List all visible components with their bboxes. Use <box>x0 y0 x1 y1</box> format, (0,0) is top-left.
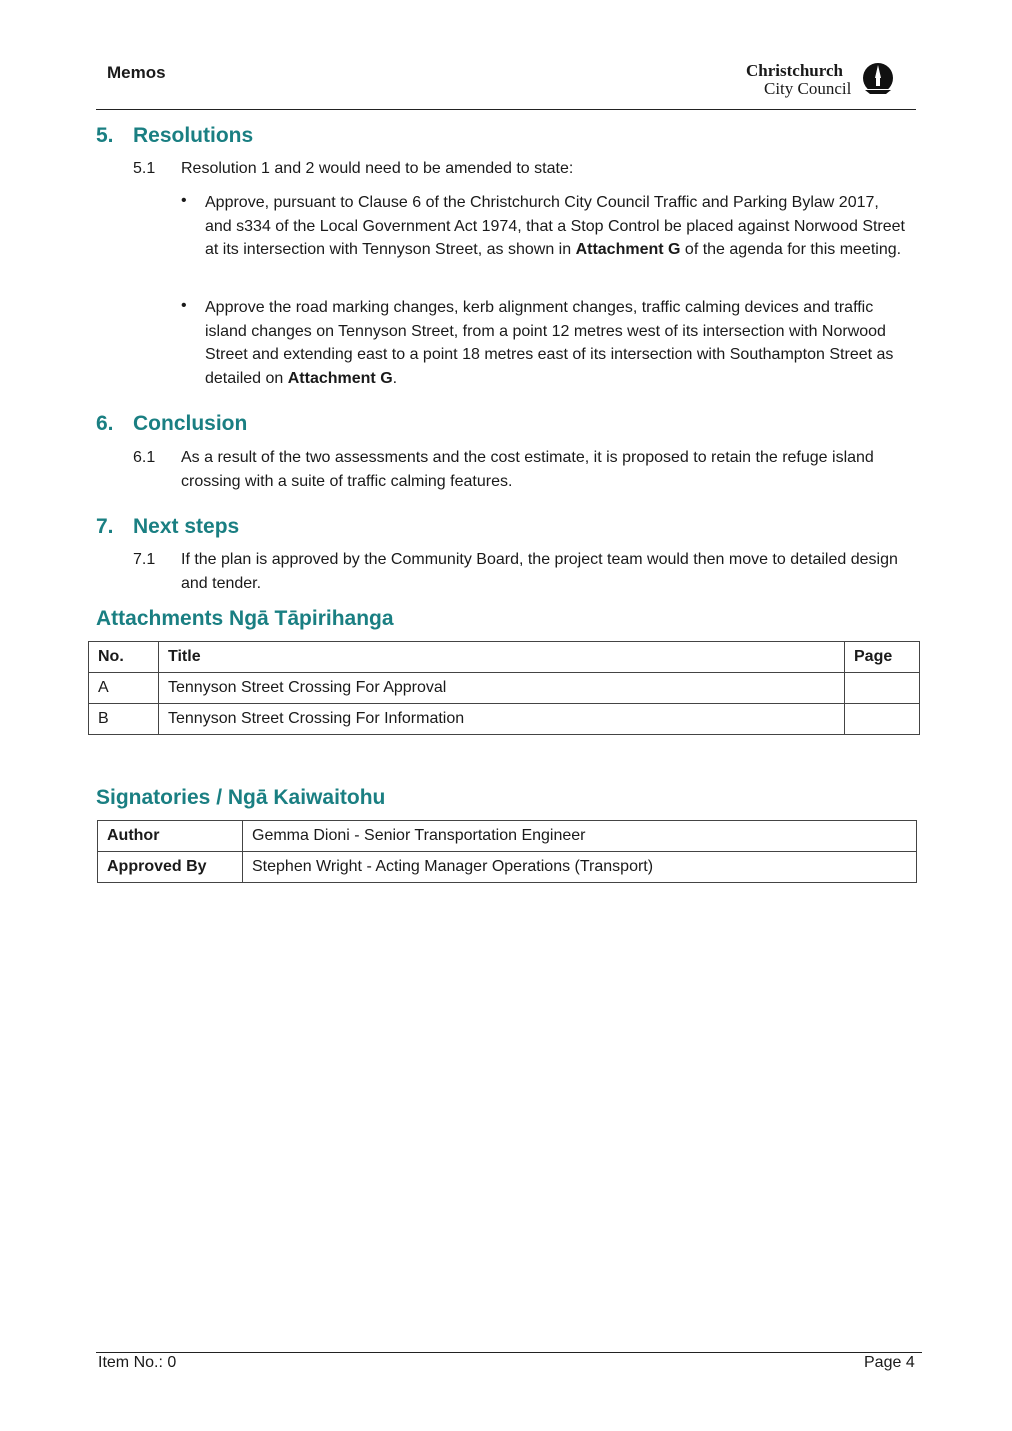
signatory-role: Author <box>98 821 243 852</box>
attachment-no: A <box>89 673 159 704</box>
col-header-no: No. <box>89 642 159 673</box>
attachment-no: B <box>89 704 159 735</box>
table-row <box>89 673 920 704</box>
para-7-1-number: 7.1 <box>133 551 156 568</box>
council-logo <box>746 62 898 100</box>
bullet-2-text: Approve the road marking changes, kerb alignment changes, traffic calming devices and traffic island changes on Tennyson Street, from a point 12 metres west of its intersection with Norwood Street and extending east to a point 18 metres east of its intersection with Southampton Street as detailed on Attachment G. <box>205 299 894 387</box>
signatory-name: Stephen Wright - Acting Manager Operations (Transport) <box>243 852 917 883</box>
section-6-heading: 6. Conclusion <box>96 412 248 435</box>
table-row <box>98 821 917 852</box>
bullet-dot: • <box>181 297 187 314</box>
table-header-row <box>89 642 920 673</box>
signatories-table <box>97 820 917 883</box>
table-row <box>89 704 920 735</box>
signatory-name: Gemma Dioni - Senior Transportation Engineer <box>243 821 917 852</box>
attachments-heading: Attachments Ngā Tāpirihanga <box>96 607 394 630</box>
footer-page-number: Page 4 <box>864 1354 915 1371</box>
signatory-role: Approved By <box>98 852 243 883</box>
signatories-heading: Signatories / Ngā Kaiwaitohu <box>96 786 386 809</box>
para-6-1-text: As a result of the two assessments and the cost estimate, it is proposed to retain the refuge island crossing with a suite of traffic calming features. <box>181 449 874 490</box>
attachment-page <box>845 704 920 735</box>
footer-rule <box>96 1352 922 1353</box>
table-row <box>98 852 917 883</box>
bullet-1-text: Approve, pursuant to Clause 6 of the Christchurch City Council Traffic and Parking Bylaw 2017, and s334 of the Local Government Act 1974, that a Stop Control be placed against Norwood Street at its intersection with Tennyson Street, as shown in Attachment G of the agenda for this meeting. <box>205 194 905 258</box>
header-rule <box>96 109 916 110</box>
attachment-page <box>845 673 920 704</box>
section-7-heading: 7. Next steps <box>96 515 240 538</box>
col-header-page: Page <box>845 642 920 673</box>
para-6-1-number: 6.1 <box>133 449 156 466</box>
section-5-heading: 5. Resolutions <box>96 124 254 147</box>
footer-item-number: Item No.: 0 <box>98 1354 177 1371</box>
logo-line2: City Council <box>764 79 852 98</box>
attachment-title: Tennyson Street Crossing For Approval <box>159 673 845 704</box>
cathedral-logo-icon <box>859 62 897 98</box>
header-title: Memos <box>107 63 166 82</box>
attachment-title: Tennyson Street Crossing For Information <box>159 704 845 735</box>
bullet-dot: • <box>181 192 187 209</box>
attachments-table <box>88 641 920 735</box>
logo-line1: Christchurch <box>746 61 843 80</box>
para-7-1-text: If the plan is approved by the Community Board, the project team would then move to detailed design and tender. <box>181 551 898 592</box>
col-header-title: Title <box>159 642 845 673</box>
para-5-1-text: Resolution 1 and 2 would need to be amended to state: <box>181 160 574 177</box>
para-5-1-number: 5.1 <box>133 160 156 177</box>
